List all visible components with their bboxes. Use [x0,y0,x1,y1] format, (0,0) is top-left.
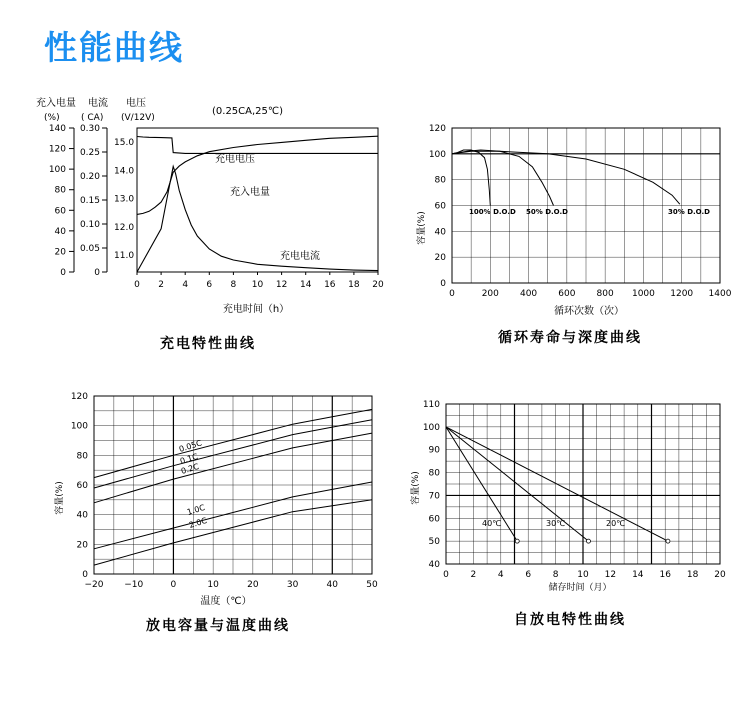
cycle-life-series-line [452,150,554,206]
charge-voltage-tick-label: 15.0 [114,138,135,149]
charge-voltage-tick-label: 14.0 [114,166,135,177]
charge-capacity-axis-header: 充入电量 [36,98,76,109]
charge-capacity-tick-label: 60 [54,206,66,217]
temperature-y-tick-label: 120 [70,392,88,402]
temperature-series-label: 1.0C [185,502,207,517]
cycle-life-x-tick-label: 1400 [708,289,732,299]
cycle-life-x-tick-label: 800 [596,289,614,299]
charge-x-tick-label: 20 [372,280,384,290]
chart-marks [49,124,732,590]
charge-current-tick-label: 0.05 [79,244,100,254]
charge-voltage-axis-header: 电压 [126,98,146,109]
charge-capacity-tick-label: 120 [48,144,66,155]
cycle-life-series-label: 100% D.O.D [469,208,516,216]
self-discharge-x-tick-label: 18 [686,570,699,580]
cycle-life-x-label: 循环次数（次） [554,306,624,317]
temperature-y-tick-label: 60 [76,481,88,491]
charge-voltage-axis-unit: (V/12V) [121,113,155,123]
temperature-y-tick-label: 20 [76,540,88,551]
charge-caption: 充电特性曲线 [160,336,256,352]
cycle-life-x-tick-label: 400 [519,289,538,299]
self-discharge-y-label: 容量(%) [411,471,421,505]
self-discharge-y-tick-label: 40 [428,560,440,570]
self-discharge-x-tick-label: 4 [497,570,504,580]
self-discharge-y-tick-label: 80 [428,468,440,479]
self-discharge-y-tick-label: 60 [428,514,440,525]
charge-series-line [137,166,378,272]
cycle-life-x-tick-label: 600 [558,289,576,299]
charge-series-label: 充电电压 [215,154,255,165]
self-discharge-y-tick-label: 110 [422,400,440,410]
cycle-life-series-line [452,151,680,204]
self-discharge-end-point [666,539,670,543]
self-discharge-x-tick-label: 0 [443,570,449,580]
cycle-life-x-tick-label: 0 [449,289,455,299]
temperature-series-label: 2.0C [187,515,209,530]
charge-current-tick-label: 0.25 [79,148,100,158]
cycle-life-y-tick-label: 40 [434,227,446,238]
charge-x-tick-label: 6 [206,280,213,290]
charge-x-tick-label: 10 [251,280,264,290]
self-discharge-y-tick-label: 100 [422,422,440,433]
charge-series-label: 充电电流 [280,251,320,262]
temperature-y-tick-label: 40 [76,510,88,521]
charge-x-label: 充电时间（h） [222,304,290,315]
cycle-life-caption: 循环寿命与深度曲线 [498,330,642,346]
self-discharge-series-label: 20℃ [606,519,626,528]
self-discharge-x-tick-label: 20 [714,570,726,580]
charge-x-tick-label: 2 [158,280,164,290]
charge-x-tick-label: 4 [182,280,189,290]
charge-x-tick-label: 0 [134,280,140,290]
charge-current-axis-header: 电流 [88,98,108,109]
charge-x-tick-label: 12 [275,280,288,290]
self-discharge-end-point [586,539,590,543]
self-discharge-x-tick-label: 14 [632,570,644,580]
temperature-x-tick-label: 0 [170,580,177,590]
self-discharge-end-point [515,539,519,543]
self-discharge-x-tick-label: 8 [552,570,559,580]
charge-capacity-axis-unit: (%) [44,113,60,123]
charge-current-tick-label: 0.15 [79,196,100,206]
self-discharge-x-tick-label: 10 [577,570,589,580]
temperature-chart [53,481,290,634]
charge-capacity-tick-label: 40 [54,226,66,237]
cycle-life-series-label: 50% D.O.D [526,208,568,216]
charge-x-tick-label: 16 [324,280,336,290]
charge-current-axis-unit: ( CA) [81,113,104,123]
cycle-life-y-tick-label: 20 [434,253,446,264]
temperature-x-label: 温度（℃） [200,596,252,607]
temperature-x-tick-label: 10 [207,580,219,590]
self-discharge-chart [409,468,626,628]
temperature-caption: 放电容量与温度曲线 [146,618,290,634]
charge-series-label: 充入电量 [230,187,270,198]
page-title: 性能曲线 [44,28,184,67]
self-discharge-y-tick-label: 70 [428,491,440,502]
temperature-series-label: 0.05C [177,438,203,454]
temperature-x-tick-label: 40 [326,580,339,590]
temperature-y-tick-label: 100 [70,421,88,432]
temperature-y-label: 容量(%) [55,481,65,515]
charge-current-tick-label: 0.30 [79,124,100,134]
charge-x-tick-label: 18 [348,280,360,290]
charge-voltage-tick-label: 11.0 [114,251,135,262]
cycle-life-series-label: 30% D.O.D [668,208,710,216]
cycle-life-y-tick-label: 60 [434,201,446,212]
charge-capacity-tick-label: 80 [54,185,66,196]
self-discharge-caption: 自放电特性曲线 [514,612,626,628]
self-discharge-y-tick-label: 50 [428,537,440,548]
temperature-x-tick-label: 50 [366,580,378,590]
temperature-x-tick-label: −20 [84,580,104,590]
charge-current-tick-label: 0.10 [79,220,100,230]
self-discharge-series-label: 30℃ [546,519,566,528]
temperature-series-label: 0.2C [179,461,201,476]
cycle-life-y-tick-label: 120 [428,124,446,134]
self-discharge-x-tick-label: 12 [604,570,617,580]
charge-condition: (0.25CA,25℃) [212,106,284,117]
self-discharge-x-label: 储存时间（月） [548,583,612,593]
cycle-life-x-tick-label: 200 [481,289,499,299]
charge-x-tick-label: 8 [230,280,237,290]
cycle-life-y-tick-label: 0 [440,279,446,289]
charge-capacity-tick-label: 140 [48,124,66,134]
self-discharge-series-label: 40℃ [482,519,502,528]
self-discharge-x-tick-label: 2 [470,570,477,580]
temperature-x-tick-label: 20 [247,580,259,590]
self-discharge-y-tick-label: 90 [428,445,440,456]
self-discharge-x-tick-label: 16 [659,570,671,580]
cycle-life-x-tick-label: 1200 [670,289,694,299]
charge-x-tick-label: 14 [299,280,312,290]
charge-capacity-tick-label: 100 [48,165,66,176]
charge-voltage-tick-label: 12.0 [114,222,135,233]
temperature-y-tick-label: 80 [76,451,88,462]
temperature-y-tick-label: 0 [82,570,88,580]
cycle-life-y-tick-label: 80 [434,175,446,186]
temperature-x-tick-label: −10 [124,580,144,590]
temperature-x-tick-label: 30 [286,580,299,590]
self-discharge-x-tick-label: 6 [525,570,532,580]
charge-capacity-tick-label: 20 [54,247,66,258]
cycle-life-x-tick-label: 1000 [631,289,655,299]
cycle-life-y-tick-label: 100 [428,149,446,160]
charge-voltage-tick-label: 13.0 [114,194,135,205]
charge-current-tick-label: 0 [94,268,100,278]
temperature-series-label: 0.1C [178,451,200,466]
charge-capacity-tick-label: 0 [60,268,66,278]
charge-current-tick-label: 0.20 [79,172,100,182]
cycle-life-y-label: 容量(%) [417,211,427,245]
